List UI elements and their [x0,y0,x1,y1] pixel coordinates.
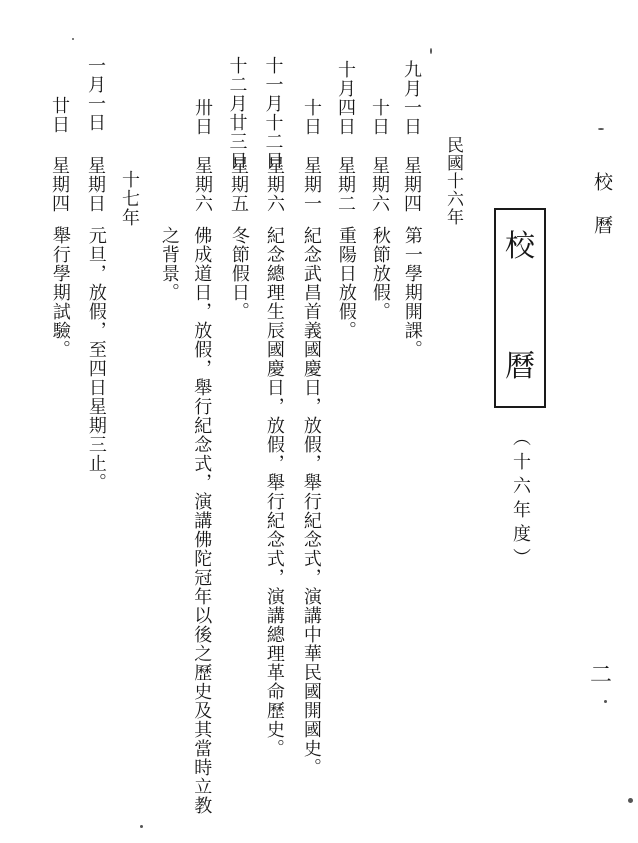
entry-event: 冬節假日。 [228,226,250,321]
entry-weekday: 星期日 [85,156,106,213]
entry-event: 元旦，放假，至四日星期三止。 [85,226,107,492]
entry-event: 紀念總理生辰國慶日，放假，舉行紀念式，演講總理革命歷史。 [263,226,285,758]
entry-weekday: 星期六 [192,156,213,213]
year-heading-1927: 民國十六年 [443,136,463,226]
entry-weekday: 星期二 [335,156,356,213]
entry-event: 舉行學期試驗。 [49,226,71,359]
entry-event: 佛成道日，放假，舉行紀念式，演講佛陀冠年以後之歷史及其當時立教 [191,226,213,815]
entry-event: 紀念武昌首義國慶日，放假，舉行紀念式，演講中華民國開國史。 [300,226,322,777]
running-title: 校曆 [591,172,613,258]
scan-speck [598,128,604,130]
title-char-1: 校 [505,229,535,264]
entry-date: 九月一日 [401,60,422,136]
entry-event: 第一學期開課。 [401,226,423,359]
entry-date: 十月四日 [335,60,356,136]
entry-date: 十日 [369,98,390,136]
entry-weekday: 星期四 [401,156,422,213]
scan-speck [72,38,74,40]
scan-speck [140,825,143,828]
entry-weekday: 星期一 [301,156,322,213]
entry-date: 廿日 [49,96,70,134]
entry-event: 重陽日放假。 [335,226,357,340]
entry-date: 一月一日 [85,56,106,132]
page-number: 二 [590,663,613,688]
entry-event: 秋節放假。 [369,226,391,321]
scan-speck [430,48,432,54]
entry-event-continuation: 之背景。 [158,226,180,302]
scan-speck [604,700,607,703]
year-heading-1928: 十七年 [119,170,140,227]
entry-date: 十一月十二日 [262,56,284,170]
entry-weekday: 星期六 [369,156,390,213]
entry-weekday: 星期四 [49,156,70,213]
title-subtitle: （十六年度） [510,428,531,572]
entry-date: 十日 [301,98,322,136]
scan-speck [628,798,633,803]
title-char-2: 曆 [505,349,535,384]
entry-weekday: 星期五 [228,156,249,213]
entry-date: 十二月廿三日 [226,56,248,170]
entry-weekday: 星期六 [264,156,285,213]
entry-date: 卅日 [192,98,213,136]
